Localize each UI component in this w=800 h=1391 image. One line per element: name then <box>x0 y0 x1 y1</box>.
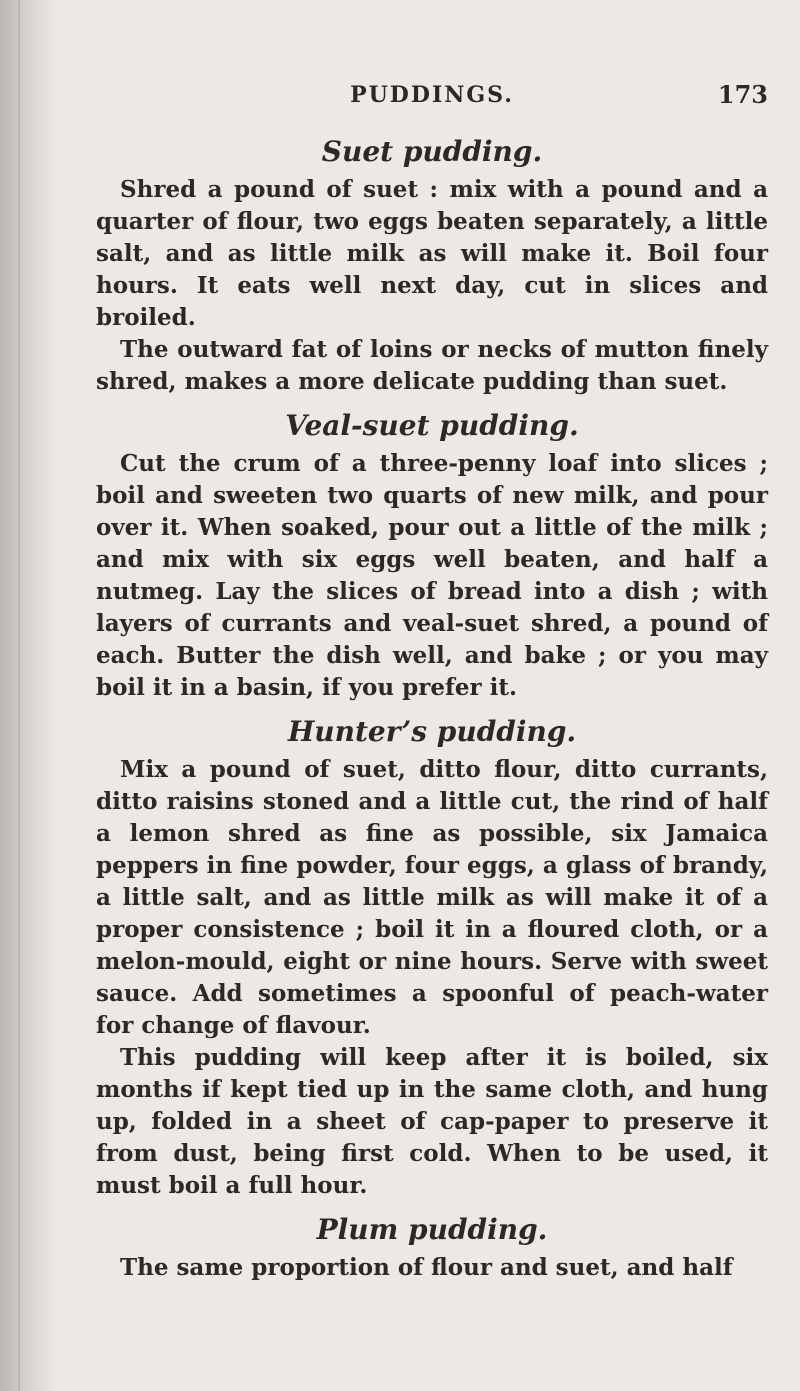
gutter-shadow-line <box>18 0 20 1391</box>
recipe-paragraph: Cut the crum of a three-penny loaf into slices ; boil and sweeten two quarts of new milk, and pour over it. When soaked, pour out a little of the milk ; and mix with six eggs well beaten, and half a nutmeg. Lay the slices of bread into a dish ; with layers of currants and veal-suet shred, a pound of each. Butter the dish well, and bake ; or you may boil it in a basin, if you prefer it. <box>96 450 768 701</box>
recipe-hunters-pudding <box>96 714 768 1202</box>
recipe-suet-pudding <box>96 134 768 398</box>
running-title: PUDDINGS. <box>350 82 514 108</box>
recipe-paragraph: Shred a pound of suet : mix with a pound and a quarter of flour, two eggs beaten separately, a little salt, and as little milk as will make it. Boil four hours. It eats well next day, cut in slices and broiled. <box>96 176 768 331</box>
recipe-title: Veal-suet pudding. <box>285 409 579 442</box>
recipe-title: Suet pudding. <box>321 135 543 168</box>
recipe-paragraph: The outward fat of loins or necks of mutton finely shred, makes a more delicate pudding than suet. <box>96 336 768 395</box>
page-number: 173 <box>717 80 768 109</box>
book-gutter <box>0 0 58 1391</box>
recipe-paragraph: The same proportion of flour and suet, and half <box>120 1254 733 1281</box>
book-page <box>96 72 768 1372</box>
running-head <box>96 72 768 112</box>
recipe-paragraph: Mix a pound of suet, ditto flour, ditto currants, ditto raisins stoned and a little cut, the rind of half a lemon shred as fine as possible, six Jamaica peppers in fine powder, four eggs, a glass of brandy, a little salt, and as little milk as will make it of a proper consistence ; boil it in a floured cloth, or a melon-mould, eight or nine hours. Serve with sweet sauce. Add sometimes a spoonful of peach-water for change of flavour. <box>96 756 768 1039</box>
recipe-plum-pudding <box>96 1212 768 1284</box>
recipe-paragraph: This pudding will keep after it is boiled, six months if kept tied up in the same cloth, and hung up, folded in a sheet of cap-paper to preserve it from dust, being first cold. When to be used, it must boil a full hour. <box>96 1044 768 1199</box>
recipe-title: Plum pudding. <box>316 1213 548 1246</box>
recipe-title: Hunter’s pudding. <box>287 715 577 748</box>
recipe-veal-suet-pudding <box>96 408 768 704</box>
